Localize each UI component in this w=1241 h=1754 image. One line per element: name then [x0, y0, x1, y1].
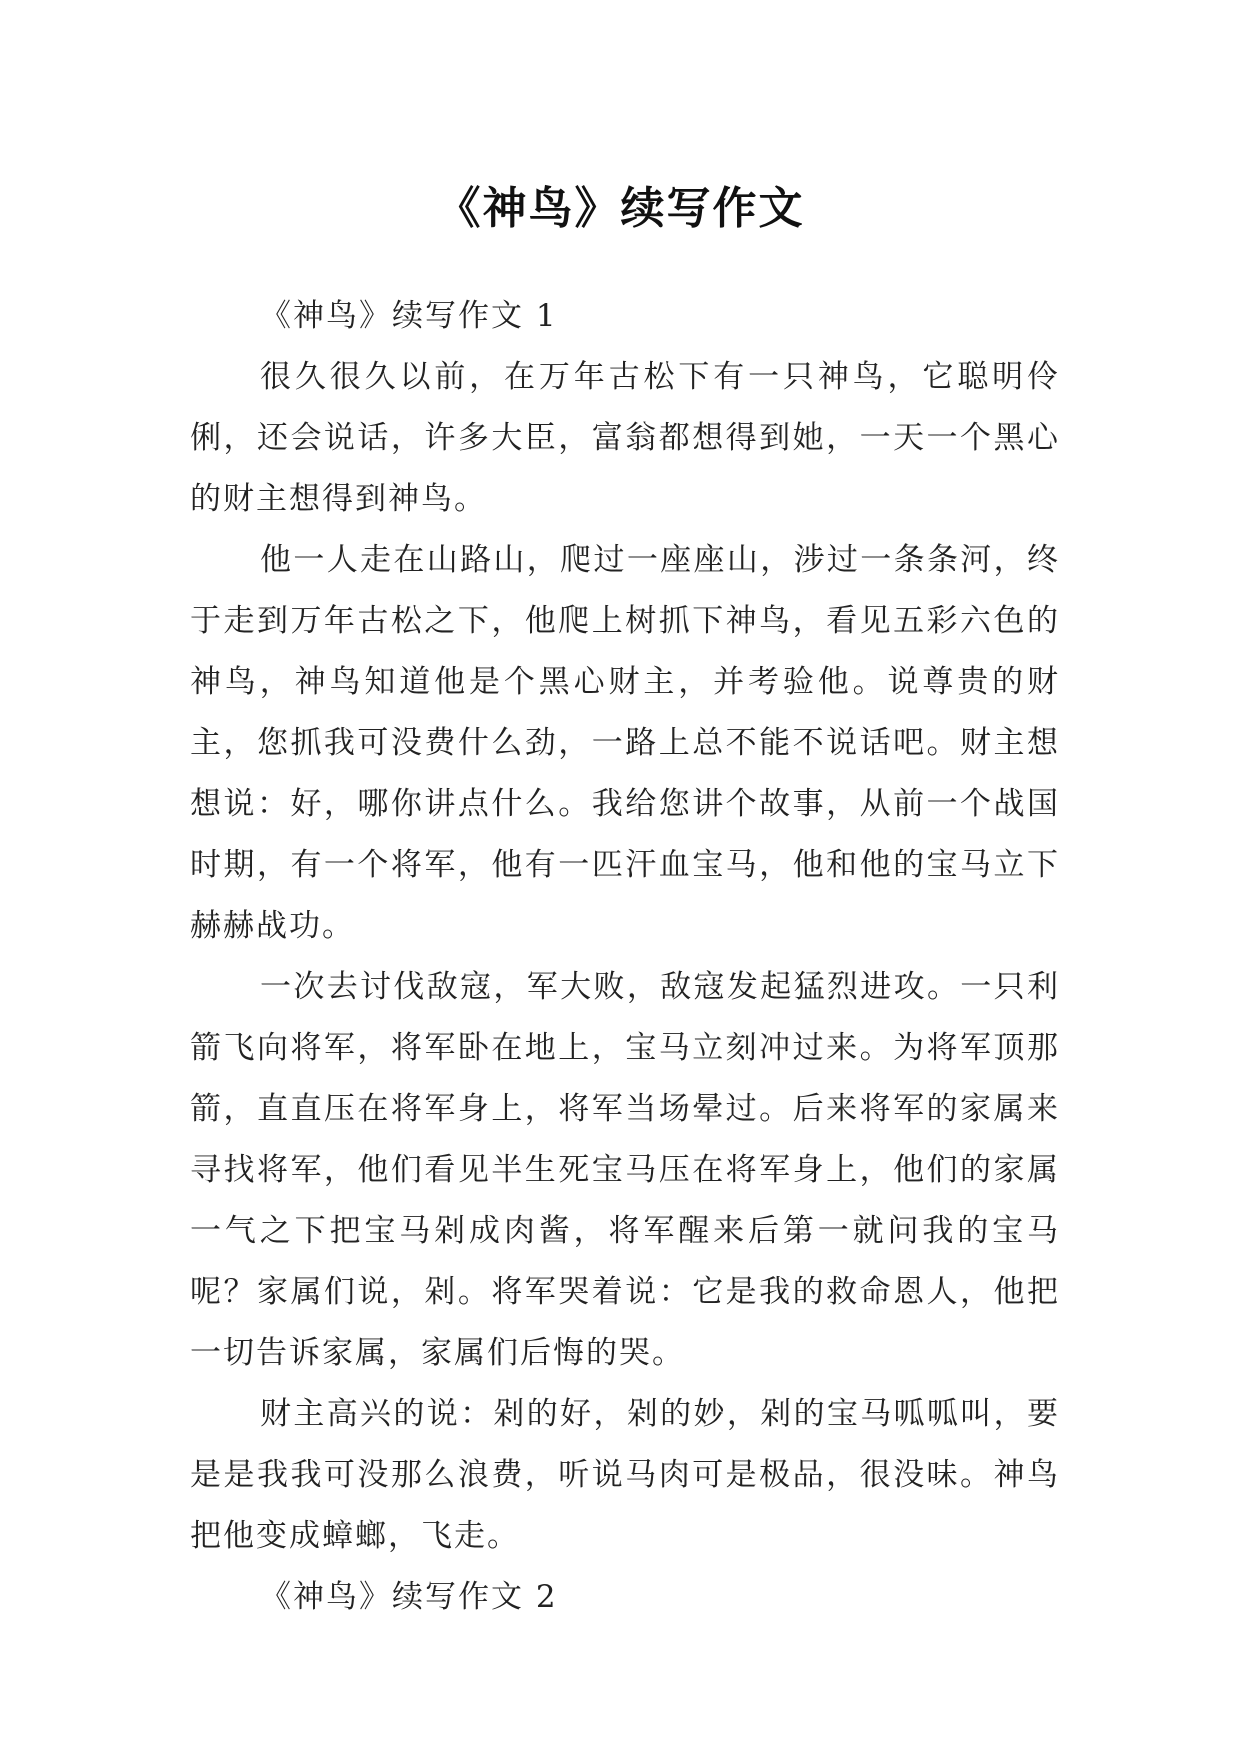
- paragraph: 很久很久以前，在万年古松下有一只神鸟，它聪明伶俐，还会说话，许多大臣，富翁都想得到她，一天一个黑心的财主想得到神鸟。: [190, 359, 1060, 517]
- section-heading: 《神鸟》续写作文 2: [260, 1579, 558, 1615]
- document-body: [190, 286, 1060, 1628]
- paragraph: 一次去讨伐敌寇，军大败，敌寇发起猛烈进攻。一只利箭飞向将军，将军卧在地上，宝马立刻冲过来。为将军顶那箭，直直压在将军身上，将军当场晕过。后来将军的家属来寻找将军，他们看见半生死宝马压在将军身上，他们的家属一气之下把宝马剁成肉酱，将军醒来后第一就问我的宝马呢？家属们说，剁。将军哭着说：它是我的救命恩人，他把一切告诉家属，家属们后悔的哭。: [190, 969, 1060, 1371]
- paragraph: 他一人走在山路山，爬过一座座山，涉过一条条河，终于走到万年古松之下，他爬上树抓下神鸟，看见五彩六色的神鸟，神鸟知道他是个黑心财主，并考验他。说尊贵的财主，您抓我可没费什么劲，一路上总不能不说话吧。财主想想说：好，哪你讲点什么。我给您讲个故事，从前一个战国时期，有一个将军，他有一匹汗血宝马，他和他的宝马立下赫赫战功。: [190, 542, 1060, 944]
- page-title: 《神鸟》续写作文: [436, 183, 805, 235]
- section-heading: 《神鸟》续写作文 1: [260, 298, 558, 334]
- paragraph: 财主高兴的说：剁的好，剁的妙，剁的宝马呱呱叫，要是是我我可没那么浪费，听说马肉可是极品，很没味。神鸟把他变成蟑螂，飞走。: [190, 1396, 1060, 1554]
